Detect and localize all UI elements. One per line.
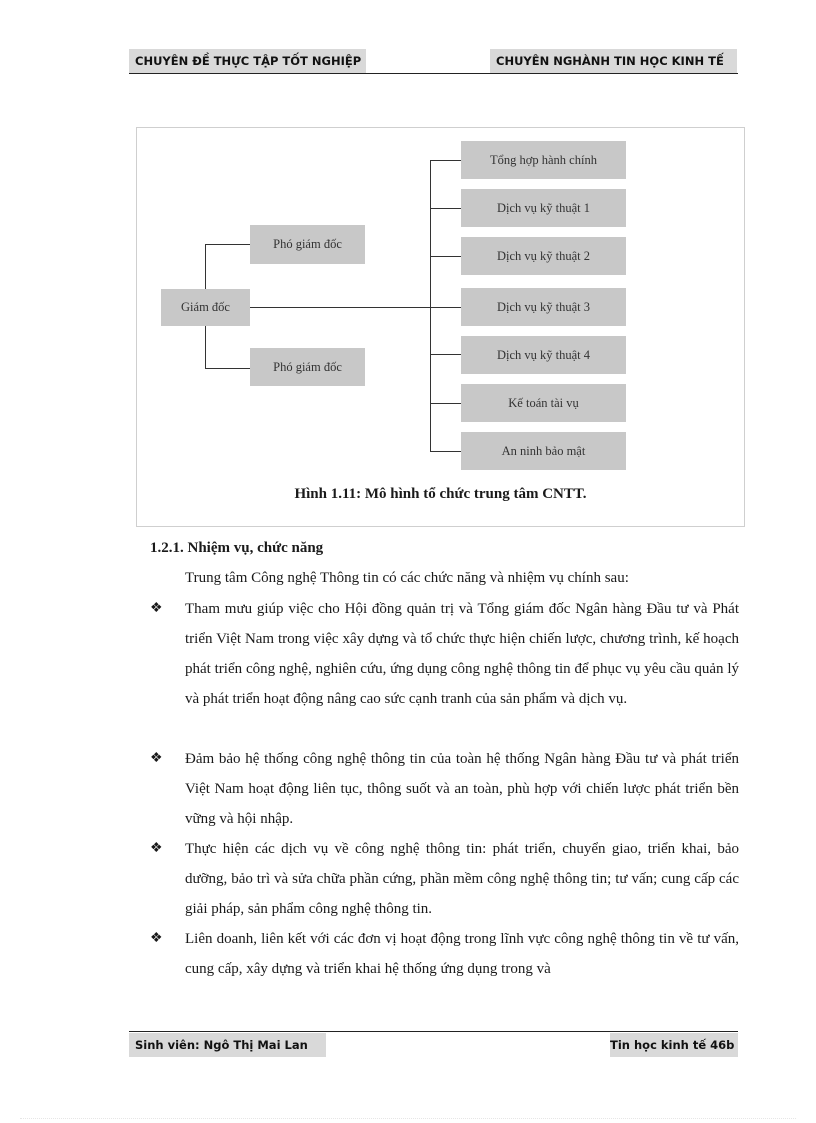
diamond-bullet-icon: ❖ — [150, 751, 163, 766]
connector-dept-6 — [430, 403, 461, 404]
section-heading: 1.2.1. Nhiệm vụ, chức năng — [150, 540, 324, 556]
org-box-deputy-director-2: Phó giám đốc — [250, 348, 365, 386]
connector-departments-vertical — [430, 160, 431, 452]
list-item-text: Tham mưu giúp việc cho Hội đồng quản trị và Tổng giám đốc Ngân hàng Đầu tư và Phát triển Việt Nam trong việc xây dựng và tổ chức thực hiện chiến lược, chương trình, kế hoạch phát triển công nghệ, nghiên cứu, ứng dụng công nghệ thông tin để phục vụ yêu cầu quản lý và phát triển hoạt động nâng cao sức cạnh tranh của sản phẩm và dịch vụ. — [185, 601, 739, 707]
diamond-bullet-icon: ❖ — [150, 601, 163, 616]
list-item-text: Đảm bảo hệ thống công nghệ thông tin của toàn hệ thống Ngân hàng Đầu tư và phát triển Việt Nam hoạt động liên tục, thông suốt và an toàn, phù hợp với chiến lược phát triển bền vững và hội nhập. — [185, 751, 739, 827]
header-left-title: CHUYÊN ĐỀ THỰC TẬP TỐT NGHIỆP — [129, 49, 366, 73]
connector-dept-5 — [430, 354, 461, 355]
diamond-bullet-icon: ❖ — [150, 841, 163, 856]
section-intro: Trung tâm Công nghệ Thông tin có các chức năng và nhiệm vụ chính sau: — [185, 570, 629, 586]
connector-deputy-2 — [205, 368, 250, 369]
header-right-title: CHUYÊN NGHÀNH TIN HỌC KINH TẾ — [490, 49, 737, 73]
list-item-text: Thực hiện các dịch vụ về công nghệ thông tin: phát triển, chuyển giao, triển khai, bảo dưỡng, bảo trì và sửa chữa phần cứng, phần mềm công nghệ thông tin; tư vấn; cung cấp các giải pháp, sản phẩm công nghệ thông tin. — [185, 841, 739, 917]
org-box-dept-tech-service-2: Dịch vụ kỹ thuật 2 — [461, 237, 626, 275]
connector-dept-3 — [430, 256, 461, 257]
org-box-dept-tech-service-4: Dịch vụ kỹ thuật 4 — [461, 336, 626, 374]
figure-caption: Hình 1.11: Mô hình tổ chức trung tâm CNTT. — [294, 486, 587, 502]
org-box-director: Giám đốc — [161, 289, 250, 326]
org-chart-frame — [136, 127, 745, 527]
org-box-dept-accounting: Kế toán tài vụ — [461, 384, 626, 422]
footer-student-name: Sinh viên: Ngô Thị Mai Lan — [129, 1033, 326, 1057]
page-bottom-divider — [20, 1118, 796, 1119]
org-box-dept-tech-service-3: Dịch vụ kỹ thuật 3 — [461, 288, 626, 326]
footer-class: Tin học kinh tế 46b — [610, 1033, 738, 1057]
org-box-deputy-director-1: Phó giám đốc — [250, 225, 365, 264]
org-box-dept-tech-service-1: Dịch vụ kỹ thuật 1 — [461, 189, 626, 227]
connector-deputy-1 — [205, 244, 250, 245]
connector-dept-2 — [430, 208, 461, 209]
connector-dept-1 — [430, 160, 461, 161]
org-box-dept-security: An ninh bảo mật — [461, 432, 626, 470]
list-item-text: Liên doanh, liên kết với các đơn vị hoạt động trong lĩnh vực công nghệ thông tin về tư vấn, cung cấp, xây dựng và triển khai hệ thống ứng dụng trong và — [185, 931, 739, 977]
connector-dept-7 — [430, 451, 461, 452]
footer-rule — [129, 1031, 738, 1032]
header-rule — [129, 73, 738, 74]
org-box-dept-general-admin: Tổng hợp hành chính — [461, 141, 626, 179]
diamond-bullet-icon: ❖ — [150, 931, 163, 946]
